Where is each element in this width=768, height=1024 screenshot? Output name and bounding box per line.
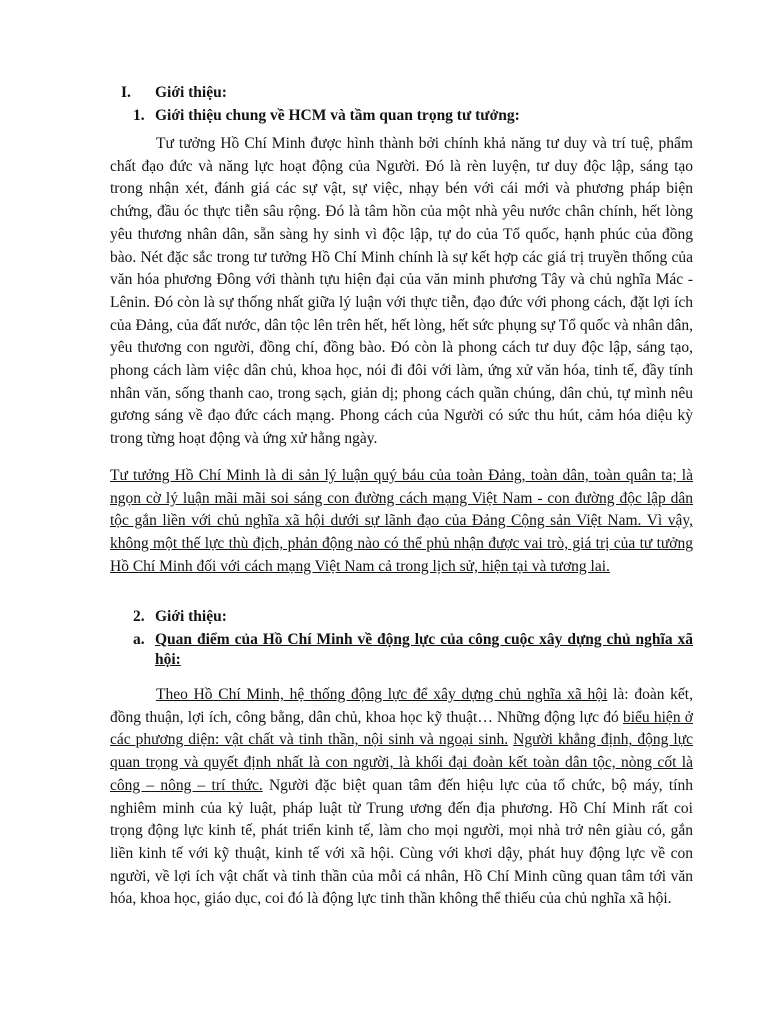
subsection-title: Quan điểm của Hồ Chí Minh về động lực của công cuộc xây dựng chủ nghĩa xã hội: — [155, 631, 693, 668]
subsection-number: 2. — [133, 608, 145, 625]
subsection-title: Giới thiệu chung về HCM và tầm quan trọng tư tưởng: — [155, 107, 520, 124]
subsection-heading-2a — [133, 630, 693, 670]
text-run: là: đoàn kết, đồng thuận, lợi ích, công bằng, dân chủ, khoa học kỹ thuật… Những động lực đó — [110, 686, 693, 726]
subsection-heading-1 — [133, 106, 520, 126]
paragraph-hcm-thought: Tư tưởng Hồ Chí Minh được hình thành bởi chính khả năng tư duy và trí tuệ, phẩm chất đạo đức và năng lực hoạt động của Người. Đó là rèn luyện, tư duy độc lập, sáng tạo trong nhận xét, đánh giá các sự vật, sự việc, nhạy bén với cái mới và phương pháp biện chứng, đầu óc thực tiễn sâu rộng. Đó là tâm hồn của một nhà yêu nước chân chính, hết lòng yêu thương nhân dân, sẵn sàng hy sinh vì độc lập, tự do của Tổ quốc, hạnh phúc của đồng bào. Nét đặc sắc trong tư tưởng Hồ Chí Minh chính là sự kết hợp các giá trị truyền thống của văn hóa phương Đông với thành tựu hiện đại của văn minh phương Tây và chủ nghĩa Mác - Lênin. Đó còn là sự thống nhất giữa lý luận với thực tiễn, đạo đức với phong cách, đặt lợi ích của Đảng, của đất nước, dân tộc lên trên hết, hết lòng, hết sức phụng sự Tổ quốc và nhân dân, yêu thương con người, đồng chí, đồng bào. Đó còn là phong cách tư duy độc lập, sáng tạo, phong cách làm việc dân chủ, khoa học, nói đi đôi với làm, ứng xử văn hóa, tinh tế, đầy tính nhân văn, sống thanh cao, trong sạch, giản dị; phong cách quần chúng, dân chủ, tự mình nêu gương sáng về đạo đức cách mạng. Phong cách của Người có sức thu hút, cảm hóa diệu kỳ trong từng hoạt động và ứng xử hằng ngày. — [110, 135, 693, 448]
underlined-phrase: biểu hiện ở các phương diện: vật chất và tinh thần, nội sinh và ngoại sinh. — [110, 708, 693, 749]
section-heading-intro — [121, 83, 227, 103]
subsection-title: Giới thiệu: — [155, 608, 227, 625]
section-title: Giới thiệu: — [155, 84, 227, 101]
subsection-heading-2 — [133, 607, 227, 627]
paragraph-legacy-underlined: Tư tưởng Hồ Chí Minh là di sản lý luận quý báu của toàn Đảng, toàn dân, toàn quân ta; là ngọn cờ lý luận mãi mãi soi sáng con đường cách mạng Việt Nam - con đường độc lập dân tộc gắn liền với chủ nghĩa xã hội dưới sự lãnh đạo của Đảng Cộng sản Việt Nam. Vì vậy, không một thế lực thù địch, phản động nào có thể phủ nhận được vai trò, giá trị của tư tưởng Hồ Chí Minh đối với cách mạng Việt Nam cả trong lịch sử, hiện tại và tương lai. — [110, 467, 693, 575]
underlined-phrase: Theo Hồ Chí Minh, hệ thống động lực để xây dựng chủ nghĩa xã hội — [156, 686, 608, 703]
subsection-letter: a. — [133, 631, 145, 648]
section-number: I. — [121, 84, 131, 101]
subsection-number: 1. — [133, 107, 145, 124]
paragraph-motivations — [110, 684, 693, 911]
text-run: Người đặc biệt quan tâm đến hiệu lực của tổ chức, bộ máy, tính nghiêm minh của kỷ luật, pháp luật từ Trung ương đến địa phương. Hồ Chí Minh rất coi trọng động lực kinh tế, phát triển kinh tế, làm cho mọi người, mọi nhà trở nên giàu có, gắn liền kinh tế với kỹ thuật, kinh tế với xã hội. Cùng với khơi dậy, phát huy động lực về con người, về lợi ích vật chất và tinh thần của mỗi cá nhân, Hồ Chí Minh cũng quan tâm tới văn hóa, khoa học, giáo dục, coi đó là động lực tinh thần không thể thiếu của chủ nghĩa xã hội. — [110, 776, 693, 908]
underlined-phrase: Người khẳng định, động lực quan trọng và quyết định nhất là con người, là khối đại đoàn kết toàn dân tộc, nòng cốt là công – nông – trí thức. — [110, 731, 693, 794]
